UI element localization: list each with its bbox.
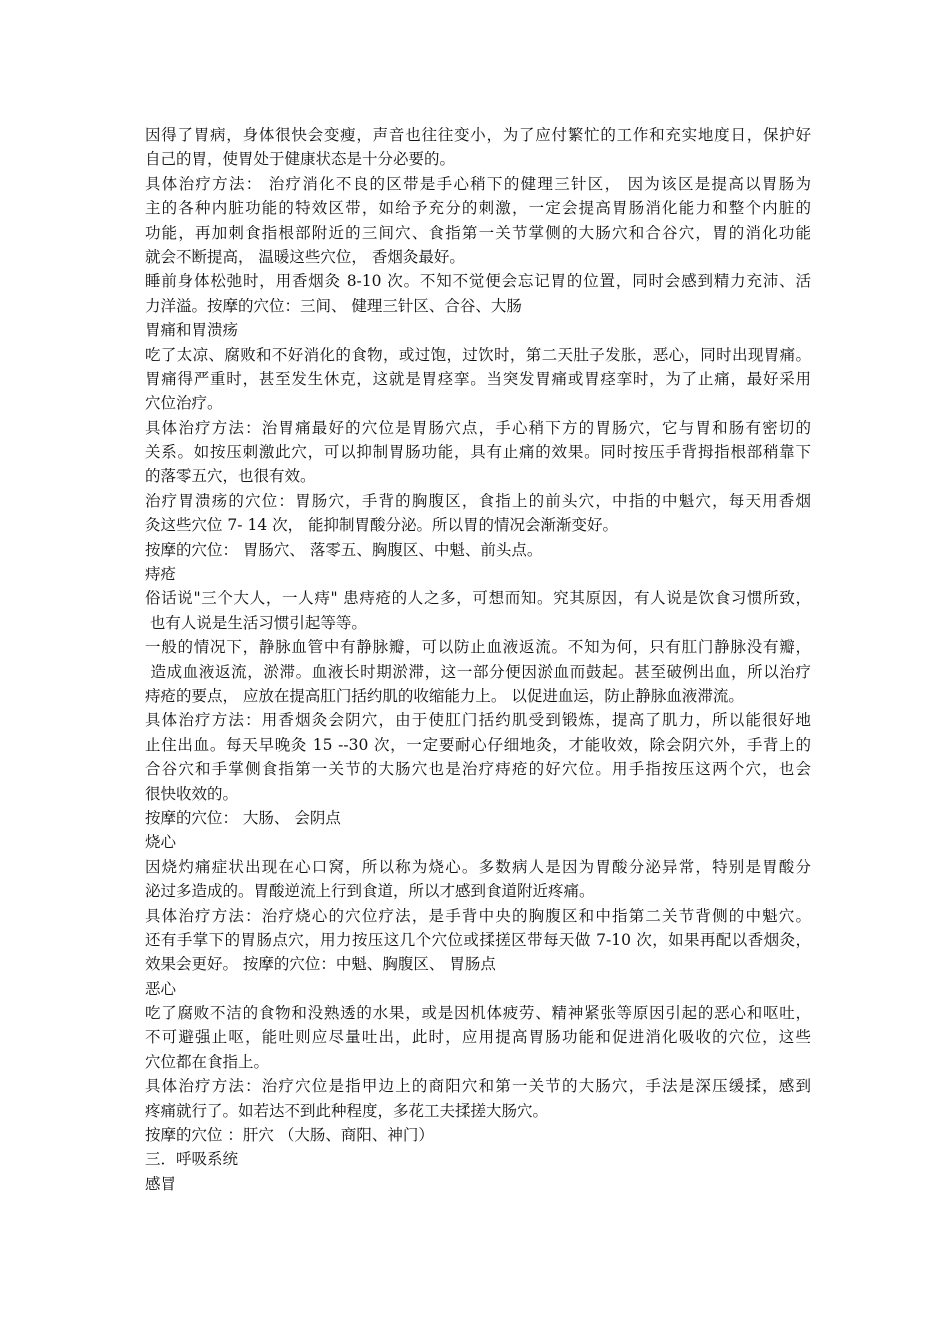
document-line: 痔疮 <box>145 565 177 584</box>
document-line: 具体治疗方法： 治疗消化不良的区带是手心稍下的健理三针区， 因为该区是提高以胃肠为 <box>145 174 811 193</box>
document-line: 具体治疗方法：用香烟灸会阴穴，由于使肛门括约肌受到锻炼，提高了肌力，所以能很好地 <box>145 711 811 730</box>
document-line: 烧心 <box>145 833 177 852</box>
document-line: 吃了腐败不洁的食物和没熟透的水果，或是因机体疲劳、精神紧张等原因引起的恶心和呕吐， <box>145 1004 811 1023</box>
document-line: 治疗胃溃疡的穴位：胃肠穴，手背的胸腹区，食指上的前头穴，中指的中魁穴，每天用香烟 <box>145 491 811 510</box>
document-line: 疼痛就行了。如若达不到此种程度，多花工夫揉搓大肠穴。 <box>145 1101 549 1120</box>
document-line: 止住出血。每天早晚灸 15 --30 次，一定要耐心仔细地灸，才能收效，除会阴穴外，手背上的 <box>145 735 811 754</box>
document-line: 效果会更好。 按摩的穴位：中魁、胸腹区、 胃肠点 <box>145 955 496 974</box>
document-line: 不可避强止呕，能吐则应尽量吐出，此时，应用提高胃肠功能和促进消化吸收的穴位，这些 <box>145 1028 811 1047</box>
document-line: 灸这些穴位 7- 14 次， 能抑制胃酸分泌。所以胃的情况会渐渐变好。 <box>145 516 619 535</box>
document-line: 穴位治疗。 <box>145 394 223 413</box>
document-line: 胃痛得严重时，甚至发生休克，这就是胃痉挛。当突发胃痛或胃痉挛时，为了止痛，最好采用 <box>145 369 811 388</box>
document-line: 穴位都在食指上。 <box>145 1052 270 1071</box>
document-line: 睡前身体松弛时，用香烟灸 8-10 次。不知不觉便会忘记胃的位置，同时会感到精力充沛、活 <box>145 272 811 291</box>
document-line: 就会不断提高， 温暖这些穴位， 香烟灸最好。 <box>145 247 465 266</box>
document-line: 功能，再加刺食指根部附近的三间穴、食指第一关节掌侧的大肠穴和合谷穴，胃的消化功能 <box>145 223 811 242</box>
document-line: 因得了胃病，身体很快会变瘦，声音也往往变小，为了应付繁忙的工作和充实地度日，保护好 <box>145 126 811 144</box>
document-body <box>145 123 811 1196</box>
document-line: 关系。如按压刺激此穴，可以抑制胃肠功能，具有止痛的效果。同时按压手背拇指根部稍靠下 <box>145 443 811 462</box>
document-line: 很快收效的。 <box>145 784 239 803</box>
document-line: 还有手掌下的胃肠点穴，用力按压这几个穴位或揉搓区带每天做 7-10 次，如果再配以香烟灸， <box>145 930 811 949</box>
document-line: 按摩的穴位 ：肝穴 （大肠、商阳、神门） <box>145 1126 434 1145</box>
document-line: 吃了太凉、腐败和不好消化的食物，或过饱，过饮时，第二天肚子发胀，恶心，同时出现胃痛。 <box>145 345 811 364</box>
document-line: 也有人说是生活习惯引起等等。 <box>145 613 367 632</box>
document-line: 力洋溢。按摩的穴位：三间、 健理三针区、合谷、大肠 <box>145 296 522 315</box>
document-line: 自己的胃，使胃处于健康状态是十分必要的。 <box>145 150 456 169</box>
document-line: 泌过多造成的。胃酸逆流上行到食道，所以才感到食道附近疼痛。 <box>145 882 595 901</box>
document-line: 痔疮的要点， 应放在提高肛门括约肌的收缩能力上。 以促进血运，防止静脉血液滞流。 <box>145 686 744 705</box>
document-line: 三．呼吸系统 <box>145 1150 239 1169</box>
document-line: 造成血液返流，淤滞。血液长时期淤滞，这一部分便因淤血而鼓起。甚至破例出血，所以治疗 <box>145 662 811 681</box>
document-line: 因烧灼痛症状出现在心口窝，所以称为烧心。多数病人是因为胃酸分泌异常，特别是胃酸分 <box>145 857 811 876</box>
document-line: 具体治疗方法：治疗烧心的穴位疗法，是手背中央的胸腹区和中指第二关节背侧的中魁穴。 <box>145 906 811 925</box>
document-line: 胃痛和胃溃疡 <box>145 321 239 340</box>
document-line: 一般的情况下，静脉血管中有静脉瓣，可以防止血液返流。不知为何，只有肛门静脉没有瓣， <box>145 638 811 657</box>
document-line: 感冒 <box>145 1174 177 1193</box>
document-line: 俗话说"三个大人，一人痔" 患痔疮的人之多，可想而知。究其原因，有人说是饮食习惯所致， <box>145 589 811 608</box>
document-line: 具体治疗方法：治胃痛最好的穴位是胃肠穴点，手心稍下方的胃肠穴，它与胃和肠有密切的 <box>145 418 811 437</box>
document-line: 的落零五穴，也很有效。 <box>145 467 316 486</box>
document-line: 合谷穴和手掌侧食指第一关节的大肠穴也是治疗痔疮的好穴位。用手指按压这两个穴，也会 <box>145 760 811 779</box>
document-line: 恶心 <box>145 979 177 998</box>
document-line: 按摩的穴位： 胃肠穴、 落零五、胸腹区、中魁、前头点。 <box>145 540 543 559</box>
document-line: 按摩的穴位： 大肠、 会阴点 <box>145 808 341 827</box>
document-line: 主的各种内脏功能的特效区带，如给予充分的刺激，一定会提高胃肠消化能力和整个内脏的 <box>145 199 811 218</box>
document-line: 具体治疗方法：治疗穴位是指甲边上的商阳穴和第一关节的大肠穴，手法是深压缓揉，感到 <box>145 1077 811 1096</box>
